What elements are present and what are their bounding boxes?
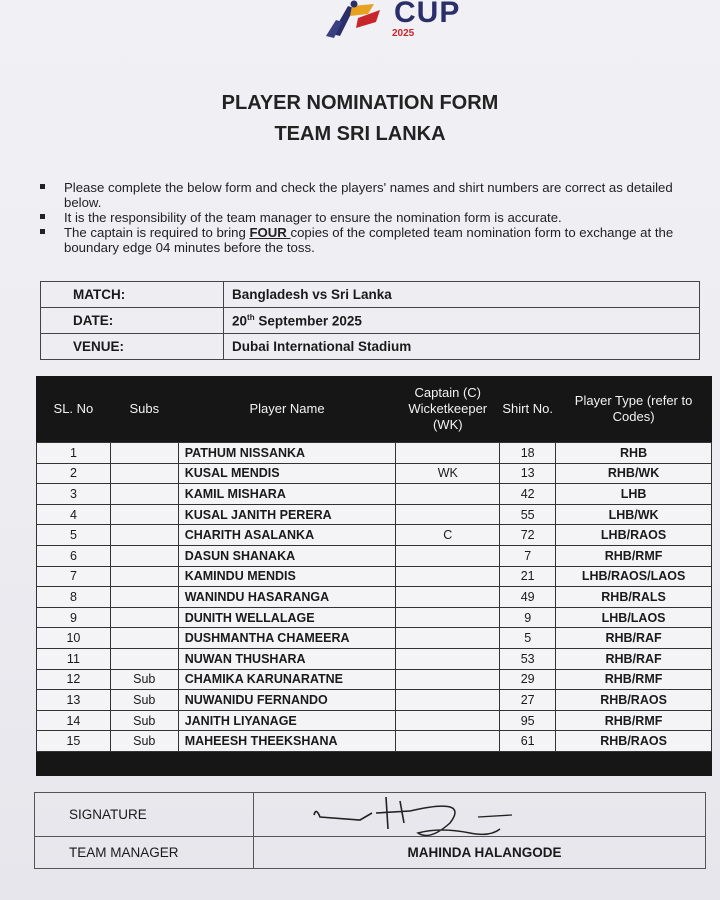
shirt-no-cell: 27: [500, 690, 556, 711]
sl-no-cell: 8: [37, 587, 111, 608]
table-row: [37, 690, 712, 711]
sl-no-cell: 14: [37, 710, 111, 731]
sl-no-cell: 9: [37, 607, 111, 628]
shirt-no-cell: 72: [500, 525, 556, 546]
date-rest: September 2025: [254, 313, 362, 329]
shirt-no-cell: 55: [500, 504, 556, 525]
players-table: [36, 376, 712, 752]
header-subs: Subs: [129, 401, 160, 416]
logo-text: CUP: [394, 0, 461, 29]
player-type-cell: RHB/RAF: [556, 628, 712, 649]
signature-label: SIGNATURE: [35, 793, 254, 837]
table-row: [37, 463, 712, 484]
captain-wk-cell: [396, 731, 500, 752]
captain-wk-cell: [396, 504, 500, 525]
table-row: [37, 545, 712, 566]
table-row: [37, 443, 712, 464]
captain-wk-cell: [396, 484, 500, 505]
subs-cell: Sub: [110, 710, 178, 731]
team-title: TEAM SRI LANKA: [274, 123, 446, 145]
venue-label: VENUE:: [41, 334, 224, 360]
date-day: 20: [232, 313, 248, 329]
captain-wk-cell: [396, 669, 500, 690]
manager-label: TEAM MANAGER: [35, 837, 254, 869]
subs-cell: Sub: [110, 731, 178, 752]
player-name-cell: DUSHMANTHA CHAMEERA: [178, 628, 396, 649]
player-name-cell: NUWAN THUSHARA: [178, 648, 396, 669]
table-row: [37, 566, 712, 587]
captain-wk-cell: [396, 710, 500, 731]
handwritten-signature-icon: [300, 793, 530, 843]
captain-wk-cell: [396, 607, 500, 628]
player-type-cell: LHB/WK: [556, 504, 712, 525]
instruction-item: Please complete the below form and check the players' names and shirt numbers are correct as detailed below.: [40, 180, 690, 210]
captain-wk-cell: [396, 545, 500, 566]
tournament-logo: [318, 0, 461, 44]
date-value: [224, 308, 700, 334]
date-label: DATE:: [41, 308, 224, 334]
batsman-logo-icon: [318, 0, 398, 40]
sl-no-cell: 15: [37, 731, 111, 752]
captain-wk-cell: [396, 566, 500, 587]
table-header-row: [37, 376, 712, 443]
subs-cell: [110, 443, 178, 464]
sl-no-cell: 3: [37, 484, 111, 505]
player-name-cell: KAMIL MISHARA: [178, 484, 396, 505]
player-type-cell: RHB/RALS: [556, 587, 712, 608]
table-row: [37, 484, 712, 505]
shirt-no-cell: 9: [500, 607, 556, 628]
sl-no-cell: 12: [37, 669, 111, 690]
shirt-no-cell: 21: [500, 566, 556, 587]
player-type-cell: RHB/RAOS: [556, 731, 712, 752]
subs-cell: [110, 484, 178, 505]
match-details-table: [40, 281, 700, 360]
table-row: [37, 607, 712, 628]
shirt-no-cell: 95: [500, 710, 556, 731]
shirt-no-cell: 18: [500, 443, 556, 464]
sl-no-cell: 6: [37, 545, 111, 566]
subs-cell: [110, 463, 178, 484]
table-row: [37, 628, 712, 649]
player-name-cell: CHAMIKA KARUNARATNE: [178, 669, 396, 690]
instruction-text: copies of the completed team nomination form to exchange at the boundary edge 04 minutes before the toss.: [64, 225, 674, 255]
manager-name: MAHINDA HALANGODE: [254, 837, 706, 869]
captain-wk-cell: [396, 648, 500, 669]
player-type-cell: RHB/RMF: [556, 669, 712, 690]
shirt-no-cell: 42: [500, 484, 556, 505]
header-captain-wk: Captain (C) Wicketkeeper (WK): [408, 385, 488, 432]
table-row: [37, 504, 712, 525]
subs-cell: [110, 504, 178, 525]
instruction-item: It is the responsibility of the team manager to ensure the nomination form is accurate.: [40, 210, 690, 225]
table-row: [37, 648, 712, 669]
player-name-cell: KUSAL JANITH PERERA: [178, 504, 396, 525]
player-type-cell: RHB/WK: [556, 463, 712, 484]
subs-cell: [110, 628, 178, 649]
captain-wk-cell: [396, 443, 500, 464]
player-name-cell: MAHEESH THEEKSHANA: [178, 731, 396, 752]
player-name-cell: CHARITH ASALANKA: [178, 525, 396, 546]
player-name-cell: DUNITH WELLALAGE: [178, 607, 396, 628]
player-type-cell: RHB/RMF: [556, 545, 712, 566]
sl-no-cell: 5: [37, 525, 111, 546]
shirt-no-cell: 61: [500, 731, 556, 752]
instruction-item: [40, 225, 690, 255]
subs-cell: [110, 587, 178, 608]
player-name-cell: WANINDU HASARANGA: [178, 587, 396, 608]
player-name-cell: KUSAL MENDIS: [178, 463, 396, 484]
subs-cell: [110, 545, 178, 566]
shirt-no-cell: 7: [500, 545, 556, 566]
sl-no-cell: 7: [37, 566, 111, 587]
header-player-type: Player Type (refer to Codes): [574, 393, 693, 424]
sl-no-cell: 4: [37, 504, 111, 525]
player-name-cell: PATHUM NISSANKA: [178, 443, 396, 464]
shirt-no-cell: 53: [500, 648, 556, 669]
players-table-body: [37, 443, 712, 752]
date-suffix: th: [247, 312, 255, 322]
player-type-cell: RHB: [556, 443, 712, 464]
player-type-cell: LHB/LAOS: [556, 607, 712, 628]
captain-wk-cell: [396, 628, 500, 649]
table-row: [37, 710, 712, 731]
player-type-cell: LHB/RAOS/LAOS: [556, 566, 712, 587]
shirt-no-cell: 49: [500, 587, 556, 608]
player-type-cell: LHB/RAOS: [556, 525, 712, 546]
venue-value: Dubai International Stadium: [224, 334, 700, 360]
emphasis-text: FOUR: [249, 225, 291, 240]
subs-cell: Sub: [110, 690, 178, 711]
logo-year: 2025: [392, 28, 415, 39]
subs-cell: Sub: [110, 669, 178, 690]
player-name-cell: JANITH LIYANAGE: [178, 710, 396, 731]
shirt-no-cell: 29: [500, 669, 556, 690]
player-type-cell: RHB/RMF: [556, 710, 712, 731]
header-shirt-no: Shirt No.: [502, 401, 553, 416]
subs-cell: [110, 607, 178, 628]
subs-cell: [110, 648, 178, 669]
captain-wk-cell: WK: [396, 463, 500, 484]
header-player-name: Player Name: [249, 401, 325, 416]
shirt-no-cell: 13: [500, 463, 556, 484]
match-value: Bangladesh vs Sri Lanka: [224, 282, 700, 308]
sl-no-cell: 1: [37, 443, 111, 464]
table-row: [37, 731, 712, 752]
player-type-cell: LHB: [556, 484, 712, 505]
venue-row: [41, 334, 700, 360]
form-title: PLAYER NOMINATION FORM: [221, 92, 499, 114]
captain-wk-cell: [396, 690, 500, 711]
player-name-cell: NUWANIDU FERNANDO: [178, 690, 396, 711]
sl-no-cell: 2: [37, 463, 111, 484]
sl-no-cell: 11: [37, 648, 111, 669]
header-sl-no: SL. No: [53, 401, 94, 416]
table-row: [37, 669, 712, 690]
match-row: [41, 282, 700, 308]
player-type-cell: RHB/RAOS: [556, 690, 712, 711]
table-row: [37, 525, 712, 546]
instruction-text: The captain is required to bring: [64, 225, 250, 240]
players-table-container: [36, 376, 712, 776]
sl-no-cell: 10: [37, 628, 111, 649]
player-type-cell: RHB/RAF: [556, 648, 712, 669]
date-row: [41, 308, 700, 334]
subs-cell: [110, 566, 178, 587]
match-label: MATCH:: [41, 282, 224, 308]
sl-no-cell: 13: [37, 690, 111, 711]
subs-cell: [110, 525, 178, 546]
instructions-list: [40, 180, 690, 255]
captain-wk-cell: [396, 587, 500, 608]
player-name-cell: KAMINDU MENDIS: [178, 566, 396, 587]
player-name-cell: DASUN SHANAKA: [178, 545, 396, 566]
table-row: [37, 587, 712, 608]
shirt-no-cell: 5: [500, 628, 556, 649]
captain-wk-cell: C: [396, 525, 500, 546]
